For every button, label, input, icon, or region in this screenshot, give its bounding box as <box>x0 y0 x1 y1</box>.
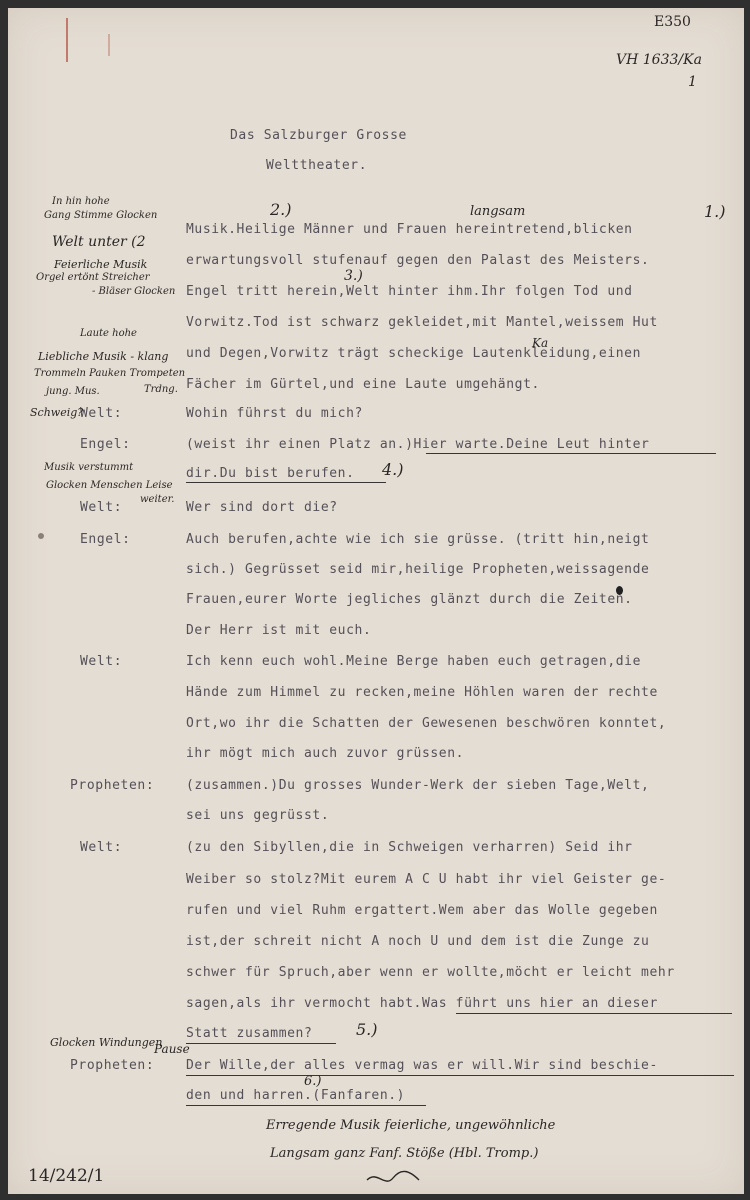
flourish-mark <box>363 1168 423 1190</box>
underline-mark <box>186 482 386 483</box>
cue-number: 3.) <box>344 268 363 284</box>
dialogue-line: Wohin führst du mich? <box>186 406 363 421</box>
stage-direction-line: erwartungsvoll stufenauf gegen den Palast des Meisters. <box>186 253 650 268</box>
interlinear-note: langsam <box>470 204 526 219</box>
stage-direction-line: und Degen,Vorwitz trägt scheckige Lautenkleidung,einen <box>186 346 642 361</box>
sheet-number: 1 <box>688 74 697 90</box>
cue-number: 5.) <box>356 1020 378 1039</box>
margin-note: Glocken Windungen <box>50 1036 163 1049</box>
dialogue-line: (zu den Sibyllen,die in Schweigen verharren) Seid ihr <box>186 840 633 855</box>
dialogue-line: Hände zum Himmel zu recken,meine Höhlen waren der rechte <box>186 685 658 700</box>
cue-number: 4.) <box>382 460 404 479</box>
archive-code: E350 <box>654 14 691 30</box>
underline-mark <box>186 1105 426 1106</box>
dialogue-line: sich.) Gegrüsset seid mir,heilige Propheten,weissagende <box>186 562 650 577</box>
margin-note: Feierliche Musik <box>54 258 148 271</box>
dialogue-line: sei uns gegrüsst. <box>186 808 330 823</box>
dialogue-line: Der Herr ist mit euch. <box>186 623 372 638</box>
margin-note: Trdng. <box>144 384 178 395</box>
stage-direction-line: Vorwitz.Tod ist schwarz gekleidet,mit Mantel,weissem Hut <box>186 315 658 330</box>
margin-note: Welt unter (2 <box>52 234 146 250</box>
dialogue-line: Weiber so stolz?Mit eurem A C U habt ihr viel Geister ge- <box>186 872 667 887</box>
margin-note: Schweig? <box>30 406 84 419</box>
margin-note: weiter. <box>140 494 175 505</box>
speaker-label: Welt: <box>80 406 123 421</box>
speaker-label: Welt: <box>80 500 123 515</box>
underline-mark <box>456 1013 732 1014</box>
margin-note: Laute hohe <box>80 328 137 339</box>
archive-number: 14/242/1 <box>28 1166 105 1186</box>
dialogue-line: Wer sind dort die? <box>186 500 338 515</box>
dialogue-line: Statt zusammen? <box>186 1026 313 1041</box>
document-page <box>8 8 744 1194</box>
speaker-label: Propheten: <box>70 778 155 793</box>
stage-direction-line: Engel tritt herein,Welt hinter ihm.Ihr folgen Tod und <box>186 284 633 299</box>
margin-note: In hin hohe <box>52 196 110 207</box>
margin-note: Orgel ertönt Streicher <box>36 272 150 283</box>
page-number: 1.) <box>704 202 726 221</box>
margin-note: Musik verstummt <box>44 462 134 473</box>
dialogue-line: Ich kenn euch wohl.Meine Berge haben euch getragen,die <box>186 654 642 669</box>
shelfmark: VH 1633/Ka <box>616 52 702 68</box>
dialogue-line: ihr mögt mich auch zuvor grüssen. <box>186 746 465 761</box>
dialogue-line: Der Wille,der alles vermag was er will.Wir sind beschie- <box>186 1058 658 1073</box>
margin-note: Glocken Menschen Leise <box>46 480 173 491</box>
underline-mark <box>426 453 716 454</box>
speaker-label: Engel: <box>80 532 131 547</box>
dialogue-line: (zusammen.)Du grosses Wunder-Werk der sieben Tage,Welt, <box>186 778 650 793</box>
margin-note: Pause <box>154 1042 190 1056</box>
dialogue-line: Ort,wo ihr die Schatten der Gewesenen beschwören konntet, <box>186 716 667 731</box>
dialogue-line: schwer für Spruch,aber wenn er wollte,möcht er leicht mehr <box>186 965 675 980</box>
red-pencil-mark <box>108 34 110 56</box>
speaker-label: Welt: <box>80 654 123 669</box>
speaker-label: Engel: <box>80 437 131 452</box>
stage-direction-line: Musik.Heilige Männer und Frauen hereintretend,blicken <box>186 222 633 237</box>
margin-note: - Bläser Glocken <box>92 286 176 297</box>
dialogue-line: (weist ihr einen Platz an.)Hier warte.Deine Leut hinter <box>186 437 650 452</box>
margin-note: jung. Mus. <box>46 386 100 397</box>
bottom-note: Erregende Musik feierliche, ungewöhnliche <box>266 1118 556 1133</box>
dialogue-line: den und harren.(Fanfaren.) <box>186 1088 406 1103</box>
margin-note: Gang Stimme Glocken <box>44 210 158 221</box>
margin-note: Trommeln Pauken Trompeten <box>34 368 186 379</box>
stage-direction-line: Fächer im Gürtel,und eine Laute umgehängt. <box>186 377 540 392</box>
dialogue-line: sagen,als ihr vermocht habt.Was führt uns hier an dieser <box>186 996 658 1011</box>
speaker-label: Propheten: <box>70 1058 155 1073</box>
title-line-1: Das Salzburger Grosse <box>230 128 407 143</box>
dialogue-line: Auch berufen,achte wie ich sie grüsse. (tritt hin,neigt <box>186 532 650 547</box>
cue-number: 6.) <box>304 1074 322 1089</box>
speaker-label: Welt: <box>80 840 123 855</box>
dialogue-line: rufen und viel Ruhm ergattert.Wem aber das Wolle gegeben <box>186 903 658 918</box>
dialogue-line: ist,der schreit nicht A noch U und dem ist die Zunge zu <box>186 934 650 949</box>
underline-mark <box>186 1043 336 1044</box>
dialogue-line: Frauen,eurer Worte jegliches glänzt durch die Zeiten. <box>186 592 633 607</box>
interlinear-note: Ka <box>532 336 549 350</box>
red-pencil-mark <box>66 18 68 62</box>
title-line-2: Welttheater. <box>266 158 368 173</box>
dialogue-line: dir.Du bist berufen. <box>186 466 355 481</box>
bottom-note: Langsam ganz Fanf. Stöße (Hbl. Tromp.) <box>270 1146 539 1161</box>
margin-note: Liebliche Musik - klang <box>38 350 169 363</box>
cue-number: 2.) <box>270 200 292 219</box>
underline-mark <box>186 1075 734 1076</box>
punch-hole <box>38 533 44 539</box>
